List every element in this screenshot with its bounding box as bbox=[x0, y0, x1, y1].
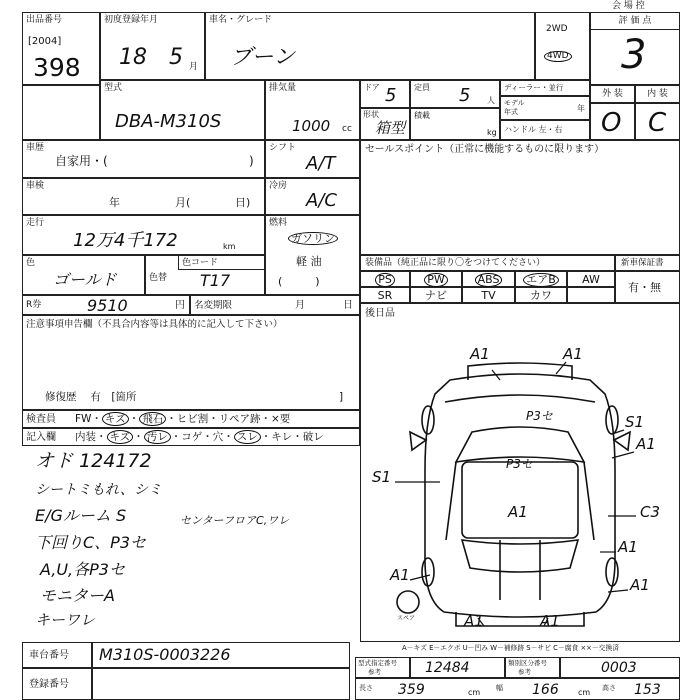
load-unit: kg bbox=[487, 128, 497, 137]
shift-label: シフト bbox=[269, 143, 297, 153]
equipment-abs: ABS bbox=[475, 273, 503, 287]
damage-mark: S1 bbox=[625, 413, 645, 431]
load-label: 積載 bbox=[414, 111, 430, 120]
exterior-label: 外 装 bbox=[602, 89, 623, 99]
displacement-value: 1000 bbox=[292, 117, 331, 135]
equipment-ps: PS bbox=[375, 273, 395, 287]
equipment-airbag: エアB bbox=[523, 273, 559, 287]
mileage-value: 12万4千172 bbox=[73, 230, 178, 251]
inspector-item-scratch: キズ bbox=[102, 412, 129, 426]
capacity-unit: 人 bbox=[487, 96, 495, 105]
aircon-value: A/C bbox=[306, 190, 337, 211]
recycle-label: R券 bbox=[26, 300, 42, 310]
notes-label: 注意事項申告欄（不具合内容等は具体的に記入して下さい） bbox=[26, 319, 283, 330]
damage-mark: A1 bbox=[508, 503, 528, 521]
registration-label: 登録番号 bbox=[29, 679, 69, 690]
height-label: 高さ bbox=[602, 684, 616, 692]
rear-left-wheel bbox=[422, 558, 434, 586]
remark-odometer: オド 124172 bbox=[35, 450, 152, 472]
class-label: 類別区分番号 bbox=[508, 659, 547, 667]
mileage-unit: km bbox=[223, 242, 236, 251]
chassis-label: 車台番号 bbox=[29, 650, 69, 661]
inspector-sep: ・ bbox=[91, 413, 102, 425]
damage-mark: A1 bbox=[390, 566, 410, 584]
equipment-navi: ナビ bbox=[425, 289, 447, 302]
inspector-item-scratch: キズ bbox=[107, 430, 134, 444]
fuel-other: ( ) bbox=[278, 275, 320, 288]
damage-mark: C3 bbox=[640, 503, 661, 521]
damage-mark: A1 bbox=[630, 576, 650, 594]
car-outline bbox=[397, 363, 630, 626]
shape-label: 形状 bbox=[363, 110, 379, 119]
repair-history-close: ] bbox=[339, 391, 344, 403]
class-ref-label: 参考 bbox=[518, 668, 531, 676]
color-code-label: 色コード bbox=[182, 258, 219, 268]
width-label: 幅 bbox=[496, 684, 503, 692]
handle-label: ハンドル 左・右 bbox=[504, 125, 563, 134]
entry-label: 記入欄 bbox=[26, 432, 56, 443]
shift-value: A/T bbox=[306, 153, 336, 174]
inspection-label: 車検 bbox=[26, 181, 45, 191]
warranty-label: 新車保証書 bbox=[621, 258, 664, 268]
roof bbox=[462, 462, 578, 538]
car-name-label: 車名・グレード bbox=[209, 15, 273, 25]
first-registration-month-unit: 月 bbox=[189, 62, 199, 72]
inspector-label: 検査員 bbox=[26, 414, 56, 425]
history-label: 車歴 bbox=[26, 143, 45, 153]
rear-window bbox=[462, 540, 578, 572]
copy-label: 会 場 控 bbox=[612, 1, 645, 11]
inspector-sep: ・ bbox=[96, 431, 107, 443]
damage-mark: A1 bbox=[636, 435, 656, 453]
lot-number: 398 bbox=[33, 53, 81, 82]
damage-mark: P3セ bbox=[526, 409, 553, 423]
equipment-label: 装備品（純正品に限り〇をつけてください） bbox=[365, 258, 546, 268]
lot-number-label: 出品番号 bbox=[26, 15, 63, 25]
inspector-item-wear: スレ bbox=[234, 430, 261, 444]
model-year-unit: 年 bbox=[577, 104, 585, 113]
first-registration-year: 18 bbox=[119, 45, 147, 70]
inspector-item-fw: FW bbox=[75, 413, 92, 425]
spare-tire bbox=[397, 591, 419, 613]
model-year-label-top: モデル bbox=[504, 99, 525, 107]
capacity-label: 定員 bbox=[414, 83, 430, 92]
warranty-value: 有・無 bbox=[628, 281, 661, 294]
name-change-day: 日 bbox=[343, 300, 353, 311]
rear-right-wheel bbox=[606, 558, 618, 586]
hood-line bbox=[445, 395, 595, 402]
spare-label: スペア bbox=[397, 615, 416, 622]
displacement-label: 排気量 bbox=[269, 83, 297, 93]
first-registration-label: 初度登録年月 bbox=[104, 15, 159, 25]
left-side-window bbox=[446, 462, 456, 540]
name-change-label: 名変期限 bbox=[194, 300, 233, 311]
shape-value: 箱型 bbox=[375, 119, 406, 137]
remark-monitor: モニターA bbox=[40, 586, 115, 605]
inspector-item-rest: ・キレ・破レ bbox=[260, 431, 324, 443]
front-bumper bbox=[468, 363, 572, 380]
dealer-label: ディーラー・並行 bbox=[504, 83, 564, 92]
drive-2wd: 2WD bbox=[546, 24, 568, 34]
inspector-item-stone-chip: 飛石 bbox=[139, 412, 166, 426]
history-close: ) bbox=[249, 154, 254, 168]
length-value: 359 bbox=[398, 682, 425, 698]
leader-lines bbox=[395, 362, 636, 626]
inspector-item-interior: 内装 bbox=[75, 431, 96, 443]
remark-key: キーワレ bbox=[35, 611, 96, 629]
inspector-sep: ・ bbox=[133, 431, 144, 443]
equipment-leather: カワ bbox=[530, 289, 552, 302]
left-mirror bbox=[410, 432, 426, 450]
model-value: DBA-M310S bbox=[115, 111, 222, 132]
car-body-outline bbox=[425, 374, 615, 617]
damage-mark: A1 bbox=[464, 612, 484, 630]
type-designation-value: 12484 bbox=[425, 660, 470, 676]
first-registration-month: 5 bbox=[169, 45, 183, 70]
inspection-month: 月( bbox=[175, 196, 191, 209]
equipment-aw: AW bbox=[582, 273, 600, 286]
score-label: 評 価 点 bbox=[591, 13, 679, 30]
fuel-label: 燃料 bbox=[269, 218, 288, 228]
later-items-label: 後日品 bbox=[365, 308, 395, 319]
history-value: 自家用・( bbox=[55, 154, 108, 168]
damage-mark: A1 bbox=[470, 345, 490, 363]
displacement-unit: cc bbox=[342, 124, 352, 134]
center-tunnel bbox=[500, 540, 540, 600]
recycle-value: 9510 bbox=[87, 296, 128, 315]
interior-label: 内 装 bbox=[647, 89, 668, 99]
remark-engine-room: E/Gルーム S bbox=[35, 506, 127, 525]
score-value: 3 bbox=[621, 32, 647, 78]
height-value: 153 bbox=[634, 682, 661, 698]
color-code-value: T17 bbox=[200, 271, 231, 290]
capacity-value: 5 bbox=[459, 85, 471, 106]
fuel-gasoline: ガソリン bbox=[288, 232, 338, 245]
model-year-label-bottom: 年式 bbox=[504, 108, 518, 116]
mileage-label: 走行 bbox=[26, 218, 45, 228]
color-value: ゴールド bbox=[53, 270, 117, 289]
type-designation-label: 型式指定番号 bbox=[358, 659, 397, 667]
remark-panels: A,U,各P3セ bbox=[40, 560, 125, 579]
inspector-item-mid: ・コゲ・穴・ bbox=[170, 431, 234, 443]
model-label: 型式 bbox=[104, 83, 123, 93]
damage-mark: A1 bbox=[540, 612, 560, 630]
inspection-day: 日) bbox=[235, 196, 251, 209]
width-unit: cm bbox=[578, 688, 591, 697]
equipment-tv: TV bbox=[481, 289, 496, 302]
remark-underbody: 下回りC、P3セ bbox=[35, 533, 147, 552]
drive-4wd: 4WD bbox=[544, 51, 572, 62]
aircon-label: 冷房 bbox=[269, 181, 288, 191]
equipment-pw: PW bbox=[424, 273, 448, 287]
fuel-diesel: 軽 油 bbox=[296, 255, 322, 268]
interior-value: C bbox=[648, 108, 667, 138]
car-name-value: ブーン bbox=[230, 45, 295, 70]
repair-history: 修復歴 有 [箇所 bbox=[45, 391, 137, 403]
damage-legend: A－キズ E－エクボ U－凹み W－補修跡 S－サビ C－腐食 ××－交換済 bbox=[402, 644, 620, 652]
inspector-sep: ・ bbox=[128, 413, 140, 425]
length-label: 長さ bbox=[359, 684, 373, 692]
remark-seat: シートミもれ、シミ bbox=[35, 482, 162, 498]
length-unit: cm bbox=[468, 688, 481, 697]
doors-label: ドア bbox=[364, 83, 380, 92]
lot-year-code: [2004] bbox=[28, 36, 62, 47]
type-ref-label: 参考 bbox=[368, 668, 381, 676]
damage-mark: S1 bbox=[372, 468, 392, 486]
inspection-year: 年 bbox=[109, 196, 120, 209]
damage-mark: A1 bbox=[563, 345, 583, 363]
damage-mark: A1 bbox=[618, 538, 638, 556]
color-change-label: 色替 bbox=[149, 273, 168, 283]
right-side-window bbox=[584, 462, 594, 540]
equipment-sr: SR bbox=[377, 289, 393, 302]
inspector-item-stain: 汚レ bbox=[144, 430, 171, 444]
sales-point-label: セールスポイント（正常に機能するものに限ります） bbox=[365, 144, 605, 155]
recycle-unit: 円 bbox=[175, 300, 185, 311]
class-value: 0003 bbox=[601, 660, 637, 676]
damage-mark: P3セ bbox=[506, 457, 533, 471]
exterior-value: O bbox=[601, 108, 622, 138]
chassis-value: M310S-0003226 bbox=[99, 645, 231, 664]
color-label: 色 bbox=[26, 258, 36, 268]
doors-value: 5 bbox=[385, 85, 397, 106]
name-change-month: 月 bbox=[295, 300, 305, 311]
width-value: 166 bbox=[532, 682, 559, 698]
remark-center-floor: センターフロアC,ワレ bbox=[180, 514, 290, 527]
right-mirror bbox=[614, 432, 630, 450]
inspector-item-rest: ・ヒビ割・リペア跡・×要 bbox=[166, 413, 291, 425]
